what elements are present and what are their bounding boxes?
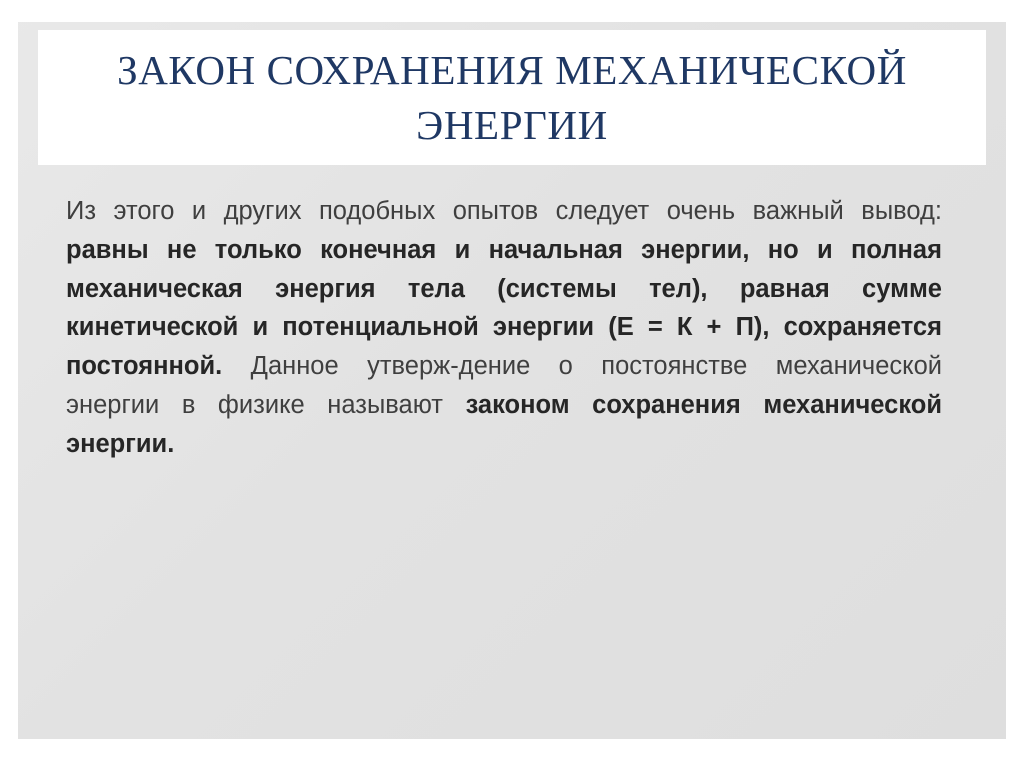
body-text-bold-law-name: законом сохранения механической энергии. (66, 390, 943, 458)
body-text-plain-continuation: Данное утверж-дение о постоянстве механической энергии в физике называют (66, 352, 942, 419)
slide-body (66, 192, 942, 463)
page-title: ЗАКОН СОХРАНЕНИЯ МЕХАНИЧЕСКОЙ ЭНЕРГИИ (117, 47, 907, 148)
slide-title-band (38, 30, 986, 165)
body-text-bold-statement: равны не только конечная и начальная энергии, но и полная механическая энергия тела (системы тел), равная сумме кинетической и потенциальной энергии (Е = К + П), сохраняется постоянной. (66, 235, 942, 380)
body-paragraph (66, 192, 942, 463)
body-text-plain-intro: Из этого и других подобных опытов следует очень важный вывод: (66, 197, 942, 225)
